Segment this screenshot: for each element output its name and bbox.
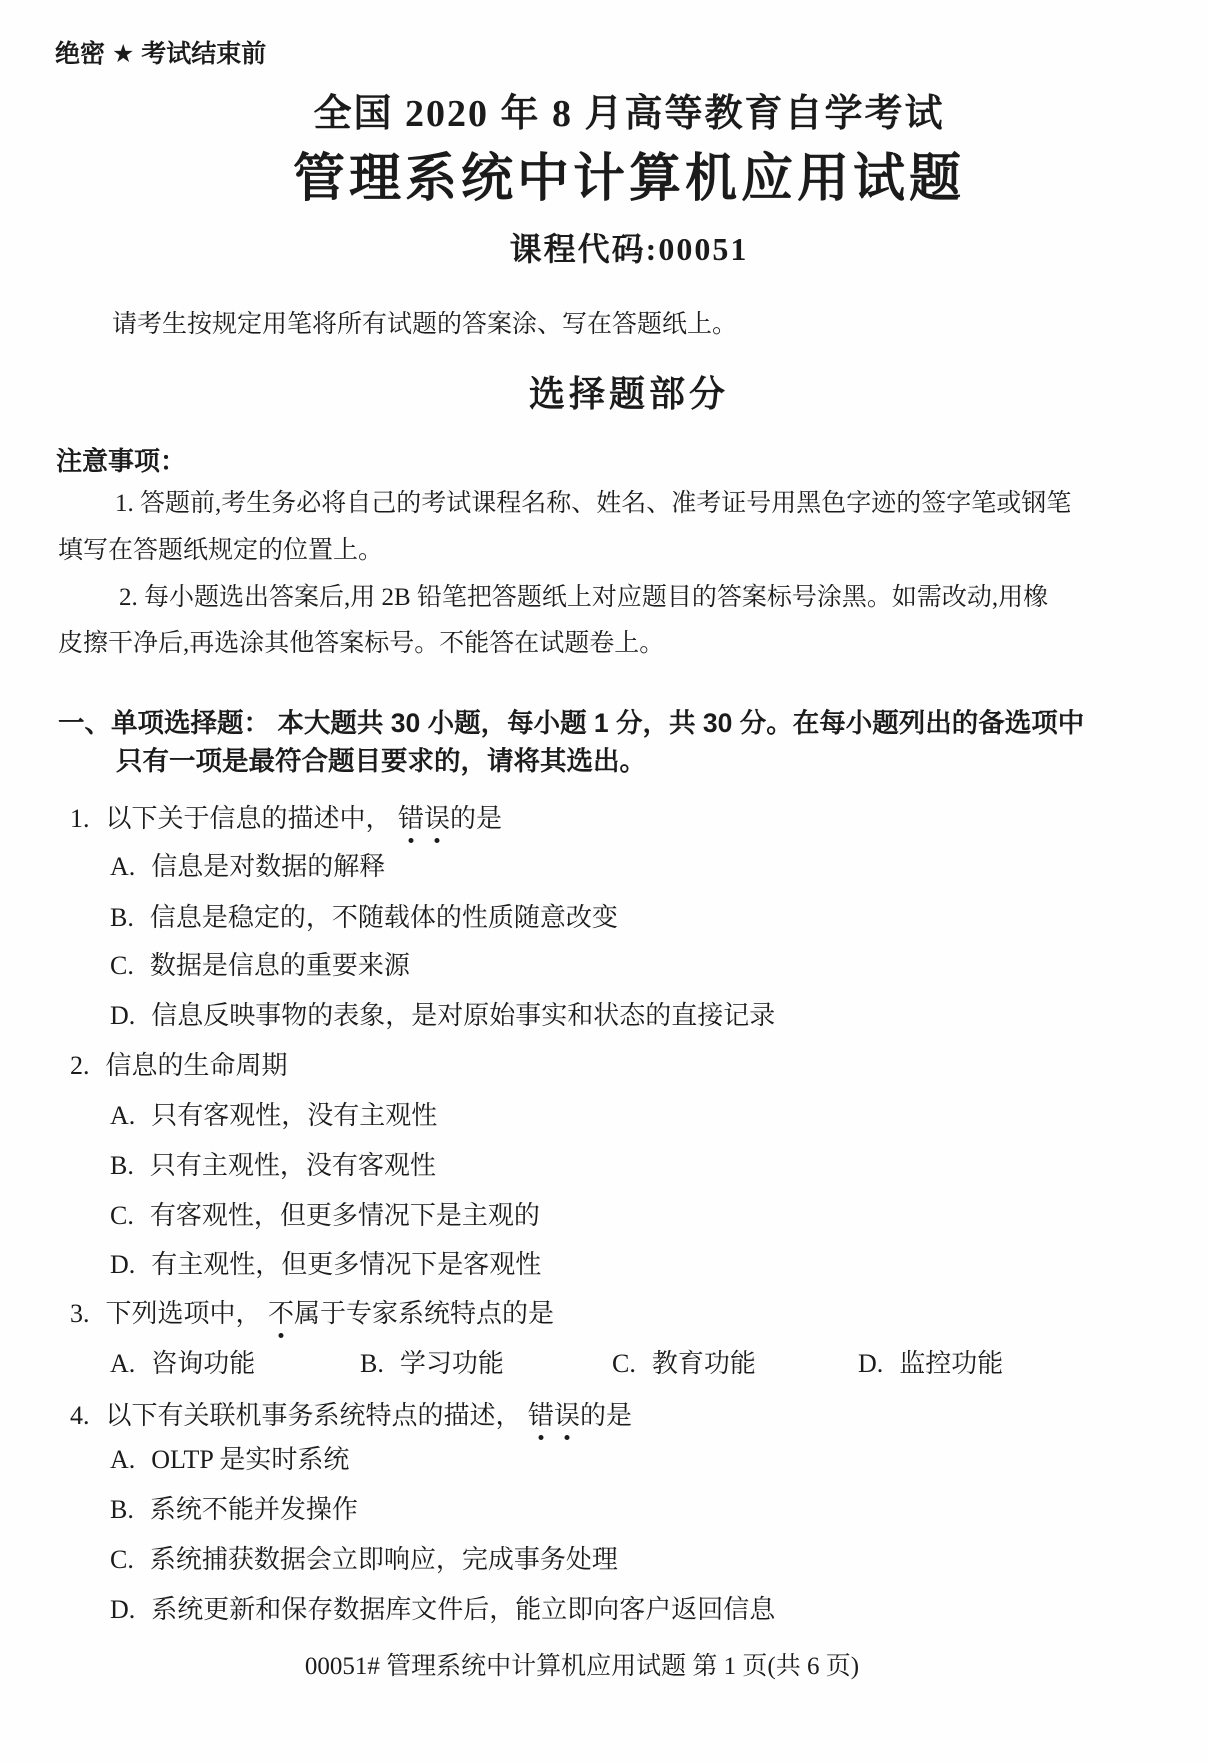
notice-item1-line2: 填写在答题纸规定的位置上。 xyxy=(58,537,384,564)
page-footer-label: 00051# 管理系统中计算机应用试题 第 1 页(共 6 页) xyxy=(304,1653,860,1680)
question-1-stem: 1. 以下关于信息的描述中， 错误的是 xyxy=(70,804,503,833)
question-1-option-a: A. 信息是对数据的解释 xyxy=(110,852,386,881)
question-2-option-c: C. 有客观性，但更多情况下是主观的 xyxy=(110,1201,540,1230)
notice-item2-line1: 2. 每小题选出答案后,用 2B 铅笔把答题纸上对应题目的答案标号涂黑。如需改动,用橡 xyxy=(119,584,1049,611)
question-3-option-b: B. 学习功能 xyxy=(360,1349,504,1378)
course-code: 课程代码:00051 xyxy=(509,231,749,267)
question-4-option-d: D. 系统更新和保存数据库文件后，能立即向客户返回信息 xyxy=(110,1595,776,1624)
exam-subject-title: 管理系统中计算机应用试题 xyxy=(292,151,965,208)
notice-heading: 注意事项： xyxy=(56,446,187,476)
question-4-option-b: B. 系统不能并发操作 xyxy=(110,1495,358,1524)
exam-title: 全国 2020 年 8 月高等教育自学考试 xyxy=(313,93,945,135)
question-2-stem: 2. 信息的生命周期 xyxy=(70,1051,288,1080)
question-2-option-b: B. 只有主观性，没有客观性 xyxy=(110,1151,436,1180)
question-3-option-a: A. 咨询功能 xyxy=(110,1349,256,1378)
secrecy-label: 绝密 ★ 考试结束前 xyxy=(55,40,267,68)
section1-header-line1: 一、单项选择题： 本大题共 30 小题，每小题 1 分，共 30 分。在每小题列出的备选项中 xyxy=(58,708,1085,738)
question-4-number: 4. xyxy=(70,1401,90,1430)
notice-item2-line2: 皮擦干净后,再选涂其他答案标号。不能答在试题卷上。 xyxy=(58,630,665,657)
question-2-option-a: A. 只有客观性，没有主观性 xyxy=(110,1101,438,1130)
question-4-stem: 4. 以下有关联机事务系统特点的描述， 错误的是 xyxy=(70,1401,633,1430)
question-3-option-c: C. 教育功能 xyxy=(612,1349,756,1378)
question-4-option-a: A. OLTP 是实时系统 xyxy=(110,1445,350,1474)
question-1-option-c: C. 数据是信息的重要来源 xyxy=(110,951,410,980)
question-2-option-d: D. 有主观性，但更多情况下是客观性 xyxy=(110,1250,542,1279)
question-3-number: 3. xyxy=(70,1299,90,1328)
question-3-stem: 3. 下列选项中， 不属于专家系统特点的是 xyxy=(70,1299,555,1328)
question-3-option-d: D. 监控功能 xyxy=(858,1349,1004,1378)
page-footer xyxy=(0,1646,1164,1682)
question-1-option-b: B. 信息是稳定的，不随载体的性质随意改变 xyxy=(110,903,618,932)
question-2-number: 2. xyxy=(70,1051,90,1080)
question-4-option-c: C. 系统捕获数据会立即响应，完成事务处理 xyxy=(110,1545,618,1574)
answer-instruction: 请考生按规定用笔将所有试题的答案涂、写在答题纸上。 xyxy=(112,311,738,338)
section1-header-line2: 只有一项是最符合题目要求的，请将其选出。 xyxy=(116,746,646,776)
part-title: 选择题部分 xyxy=(528,373,729,414)
notice-item1-line1: 1. 答题前,考生务必将自己的考试课程名称、姓名、准考证号用黑色字迹的签字笔或钢笔 xyxy=(115,490,1072,517)
question-1-number: 1. xyxy=(70,804,90,833)
question-1-option-d: D. 信息反映事物的表象，是对原始事实和状态的直接记录 xyxy=(110,1001,776,1030)
